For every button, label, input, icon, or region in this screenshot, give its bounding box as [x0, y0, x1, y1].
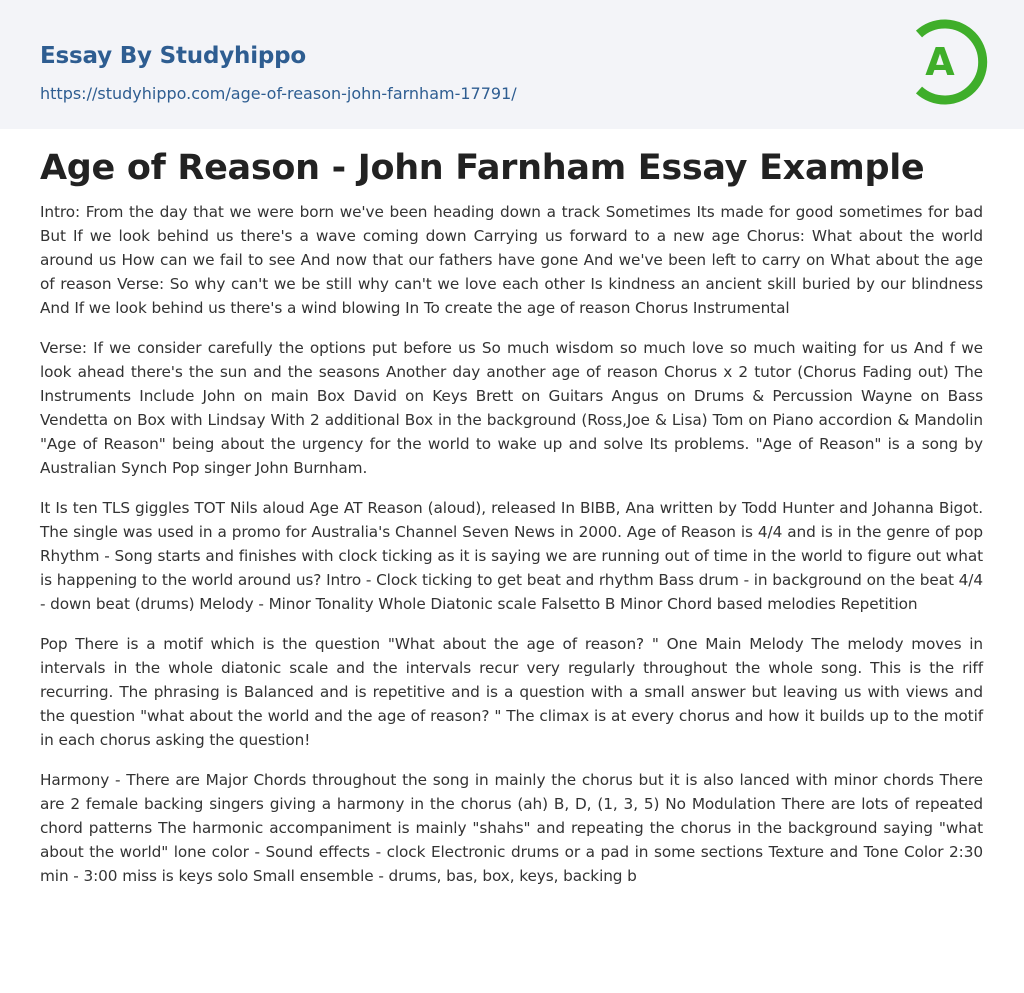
- essay-paragraph: Pop There is a motif which is the question "What about the age of reason? " One Main Melody The melody moves in intervals in the whole diatonic scale and the intervals recur very regularly throughout the whole song. This is the riff recurring. The phrasing is Balanced and is repetitive and is a question with a small answer but leaving us with views and the question "what about the world and the age of reason? " The climax is at every chorus and how it builds up to the motif in each chorus asking the question!: [40, 635, 983, 749]
- studyhippo-logo-icon[interactable]: [905, 18, 989, 106]
- logo-letter: A: [925, 40, 955, 84]
- essay-paragraph: Verse: If we consider carefully the options put before us So much wisdom so much love so much waiting for us And f we look ahead there's the sun and the seasons Another day another age of reason Chorus x 2 tutor (Chorus Fading out) The Instruments Include John on main Box David on Keys Brett on Guitars Angus on Drums & Percussion Wayne on Bass Vendetta on Box with Lindsay With 2 additional Box in the background (Ross,Joe & Lisa) Tom on Piano accordion & Mandolin "Age of Reason" being about the urgency for the world to wake up and solve Its problems. "Age of Reason" is a song by Australian Synch Pop singer John Burnham.: [40, 339, 983, 477]
- essay-paragraph: Harmony - There are Major Chords throughout the song in mainly the chorus but it is also lanced with minor chords There are 2 female backing singers giving a harmony in the chorus (ah) B, D, (1, 3, 5) No Modulation There are lots of repeated chord patterns The harmonic accompaniment is mainly "shahs" and repeating the chorus in the background saying "what about the world" lone color - Sound effects - clock Electronic drums or a pad in some sections Texture and Tone Color 2:30 min - 3:00 miss is keys solo Small ensemble - drums, bas, box, keys, backing b: [40, 771, 983, 885]
- essay-paragraph: Intro: From the day that we were born we've been heading down a track Sometimes Its made for good sometimes for bad But If we look behind us there's a wave coming down Carrying us forward to a new age Chorus: What about the world around us How can we fail to see And now that our fathers have gone And we've been left to carry on What about the age of reason Verse: So why can't we be still why can't we love each other Is kindness an ancient skill buried by our blindness And If we look behind us there's a wind blowing In To create the age of reason Chorus Instrumental: [40, 203, 983, 317]
- site-brand[interactable]: Essay By Studyhippo: [40, 43, 307, 69]
- essay-url-link[interactable]: https://studyhippo.com/age-of-reason-john-farnham-17791/: [40, 84, 517, 103]
- essay-paragraph: It Is ten TLS giggles TOT Nils aloud Age AT Reason (aloud), released In BIBB, Ana written by Todd Hunter and Johanna Bigot. The single was used in a promo for Australia's Channel Seven News in 2000. Age of Reason is 4/4 and is in the genre of pop Rhythm - Song starts and finishes with clock ticking as it is saying we are running out of time in the world to figure out what is happening to the world around us? Intro - Clock ticking to get beat and rhythm Bass drum - in background on the beat 4/4 - down beat (drums) Melody - Minor Tonality Whole Diatonic scale Falsetto B Minor Chord based melodies Repetition: [40, 499, 983, 613]
- page-title: Age of Reason - John Farnham Essay Example: [40, 148, 925, 188]
- essay-body: [40, 200, 983, 904]
- site-header: [0, 0, 1024, 129]
